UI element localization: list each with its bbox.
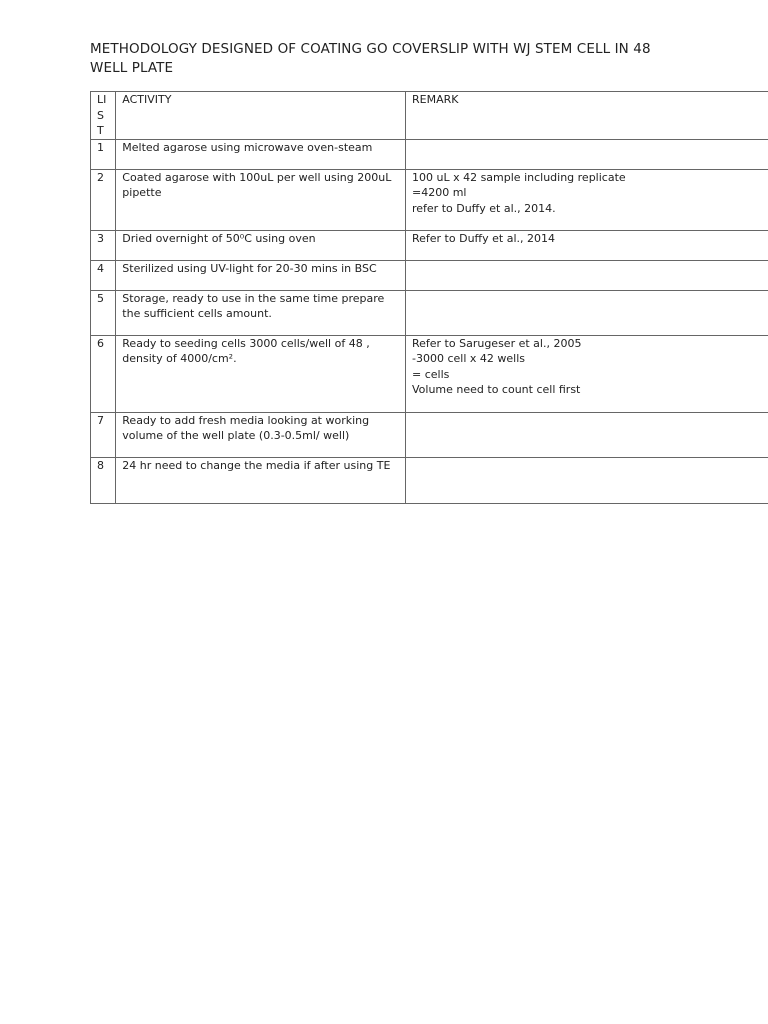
- methodology-table: [90, 91, 768, 504]
- table-row: [91, 412, 768, 457]
- row-remark: [405, 457, 768, 503]
- row-remark: 100 uL x 42 sample including replicate =4200 ml refer to Duffy et al., 2014.: [405, 169, 768, 230]
- table-row: [91, 230, 768, 260]
- row-remark: Refer to Duffy et al., 2014: [405, 230, 768, 260]
- row-activity: Melted agarose using microwave oven-steam: [116, 139, 406, 169]
- page-title: METHODOLOGY DESIGNED OF COATING GO COVERSLIP WITH WJ STEM CELL IN 48 WELL PLATE: [90, 41, 651, 76]
- row-activity: Coated agarose with 100uL per well using 200uL pipette: [116, 169, 406, 230]
- table-row: [91, 169, 768, 230]
- row-number: 4: [91, 260, 116, 290]
- row-remark: [405, 260, 768, 290]
- row-activity: Ready to seeding cells 3000 cells/well of 48 , density of 4000/cm².: [116, 335, 406, 412]
- table-header-row: [91, 92, 768, 140]
- row-number: 5: [91, 290, 116, 335]
- row-remark: Refer to Sarugeser et al., 2005 -3000 cell x 42 wells = cells Volume need to count cell first: [405, 335, 768, 412]
- row-remark: [405, 139, 768, 169]
- row-remark: [405, 412, 768, 457]
- row-number: 6: [91, 335, 116, 412]
- table-row: [91, 139, 768, 169]
- row-activity: 24 hr need to change the media if after using TE: [116, 457, 406, 503]
- header-activity: ACTIVITY: [116, 92, 406, 140]
- row-activity: Storage, ready to use in the same time prepare the sufficient cells amount.: [116, 290, 406, 335]
- row-number: 1: [91, 139, 116, 169]
- header-remark: REMARK: [405, 92, 768, 140]
- header-list: LIS T: [91, 92, 116, 140]
- row-remark: [405, 290, 768, 335]
- row-activity: Sterilized using UV-light for 20-30 mins in BSC: [116, 260, 406, 290]
- row-number: 8: [91, 457, 116, 503]
- table-row: [91, 335, 768, 412]
- row-activity: Dried overnight of 50⁰C using oven: [116, 230, 406, 260]
- row-number: 7: [91, 412, 116, 457]
- row-number: 2: [91, 169, 116, 230]
- row-activity: Ready to add fresh media looking at working volume of the well plate (0.3-0.5ml/ well): [116, 412, 406, 457]
- table-row: [91, 457, 768, 503]
- row-number: 3: [91, 230, 116, 260]
- table-row: [91, 260, 768, 290]
- table-row: [91, 290, 768, 335]
